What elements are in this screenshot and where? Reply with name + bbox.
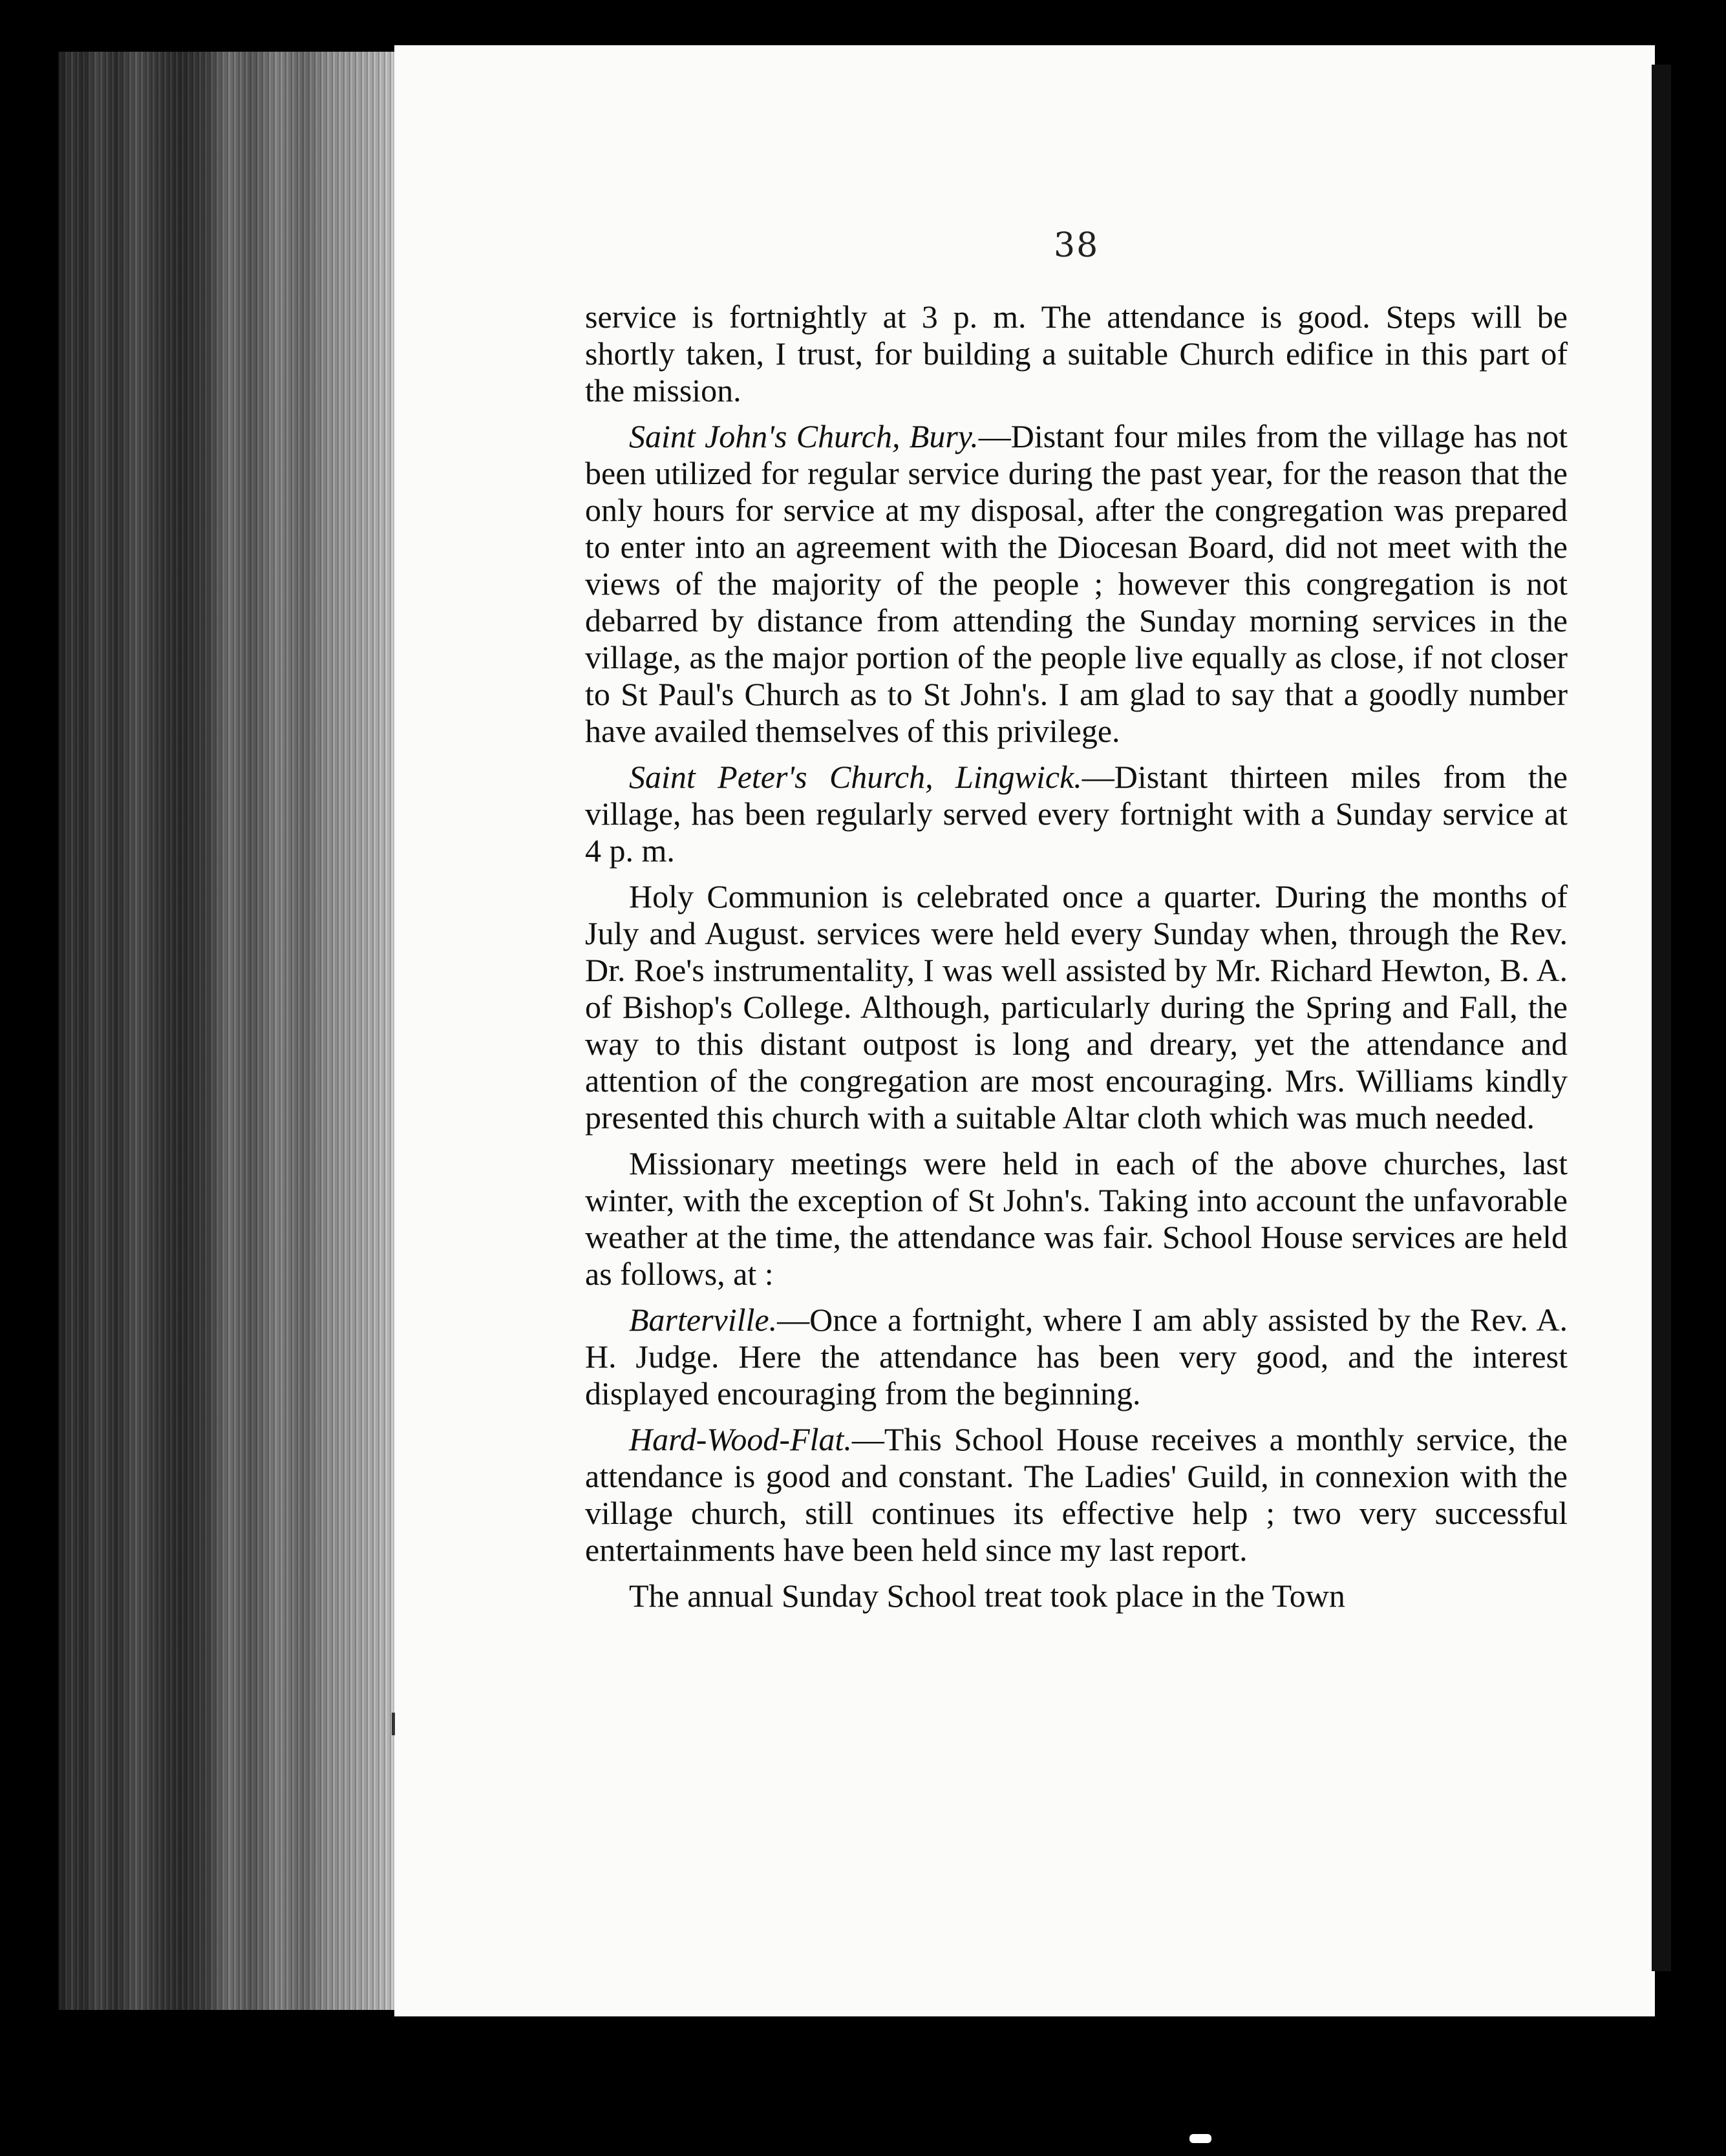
page-number: 38 <box>1054 226 1100 265</box>
scan-mark <box>392 1713 395 1735</box>
paragraph <box>585 759 1568 869</box>
paragraph <box>585 878 1568 1136</box>
page-body-text <box>585 299 1568 1623</box>
scan-artifact <box>1189 2134 1211 2143</box>
paragraph-text: service is fortnightly at 3 p. m. The attendance is good. Steps will be shortly taken, I trust, for building a suitable Church edifice in this part of the mission. <box>585 299 1568 408</box>
paragraph-text: —Distant thirteen miles from the village, has been regularly served every fortnight with a Sunday service at 4 p. m. <box>585 759 1568 869</box>
paragraph-text: Holy Communion is celebrated once a quarter. During the months of July and August. services were held every Sunday when, through the Rev. Dr. Roe's instrumentality, I was well assisted by Mr. Richard Hewton, B. A. of Bishop's College. Although, particularly during the Spring and Fall, the way to this distant outpost is long and dreary, yet the attendance and attention of the congregation are most encouraging. Mrs. Williams kindly presented this church with a suitable Altar cloth which was much needed. <box>585 878 1568 1136</box>
paragraph-text: Missionary meetings were held in each of the above churches, last winter, with the exception of St John's. Taking into account the unfavorable weather at the time, the attendance was fair. School House services are held as follows, at : <box>585 1145 1568 1292</box>
paragraph-lead: Saint Peter's Church, Lingwick. <box>629 759 1082 795</box>
paragraph-text: The annual Sunday School treat took place in the Town <box>629 1578 1345 1614</box>
facing-page-edge <box>1652 65 1671 1971</box>
paragraph-text: —Once a fortnight, where I am ably assisted by the Rev. A. H. Judge. Here the attendance has been very good, and the interest displayed encouraging from the beginning. <box>585 1302 1568 1411</box>
paragraph <box>585 1421 1568 1569</box>
paragraph-lead: Hard-Wood-Flat. <box>629 1421 852 1457</box>
paragraph-text: —This School House receives a monthly service, the attendance is good and constant. The Ladies' Guild, in connexion with the village church, still continues its effective help ; two very successful entertainments have been held since my last report. <box>585 1421 1568 1568</box>
book-page-edges <box>58 52 401 2010</box>
paragraph <box>585 1578 1568 1614</box>
paragraph <box>585 299 1568 409</box>
paragraph-lead: Saint John's Church, Bury. <box>629 418 979 454</box>
paragraph-lead: Barterville. <box>629 1302 778 1338</box>
paragraph-text: —Distant four miles from the village has not been utilized for regular service during the past year, for the reason that the only hours for service at my disposal, after the congregation was prepared to enter into an agreement with the Diocesan Board, did not meet with the views of the majority of the people ; however this congregation is not debarred by distance from attending the Sunday morning services in the village, as the major portion of the people live equally as close, if not closer to St Paul's Church as to St John's. I am glad to say that a goodly number have availed themselves of this privilege. <box>585 418 1568 749</box>
paragraph <box>585 418 1568 750</box>
paragraph <box>585 1145 1568 1293</box>
paragraph <box>585 1302 1568 1412</box>
